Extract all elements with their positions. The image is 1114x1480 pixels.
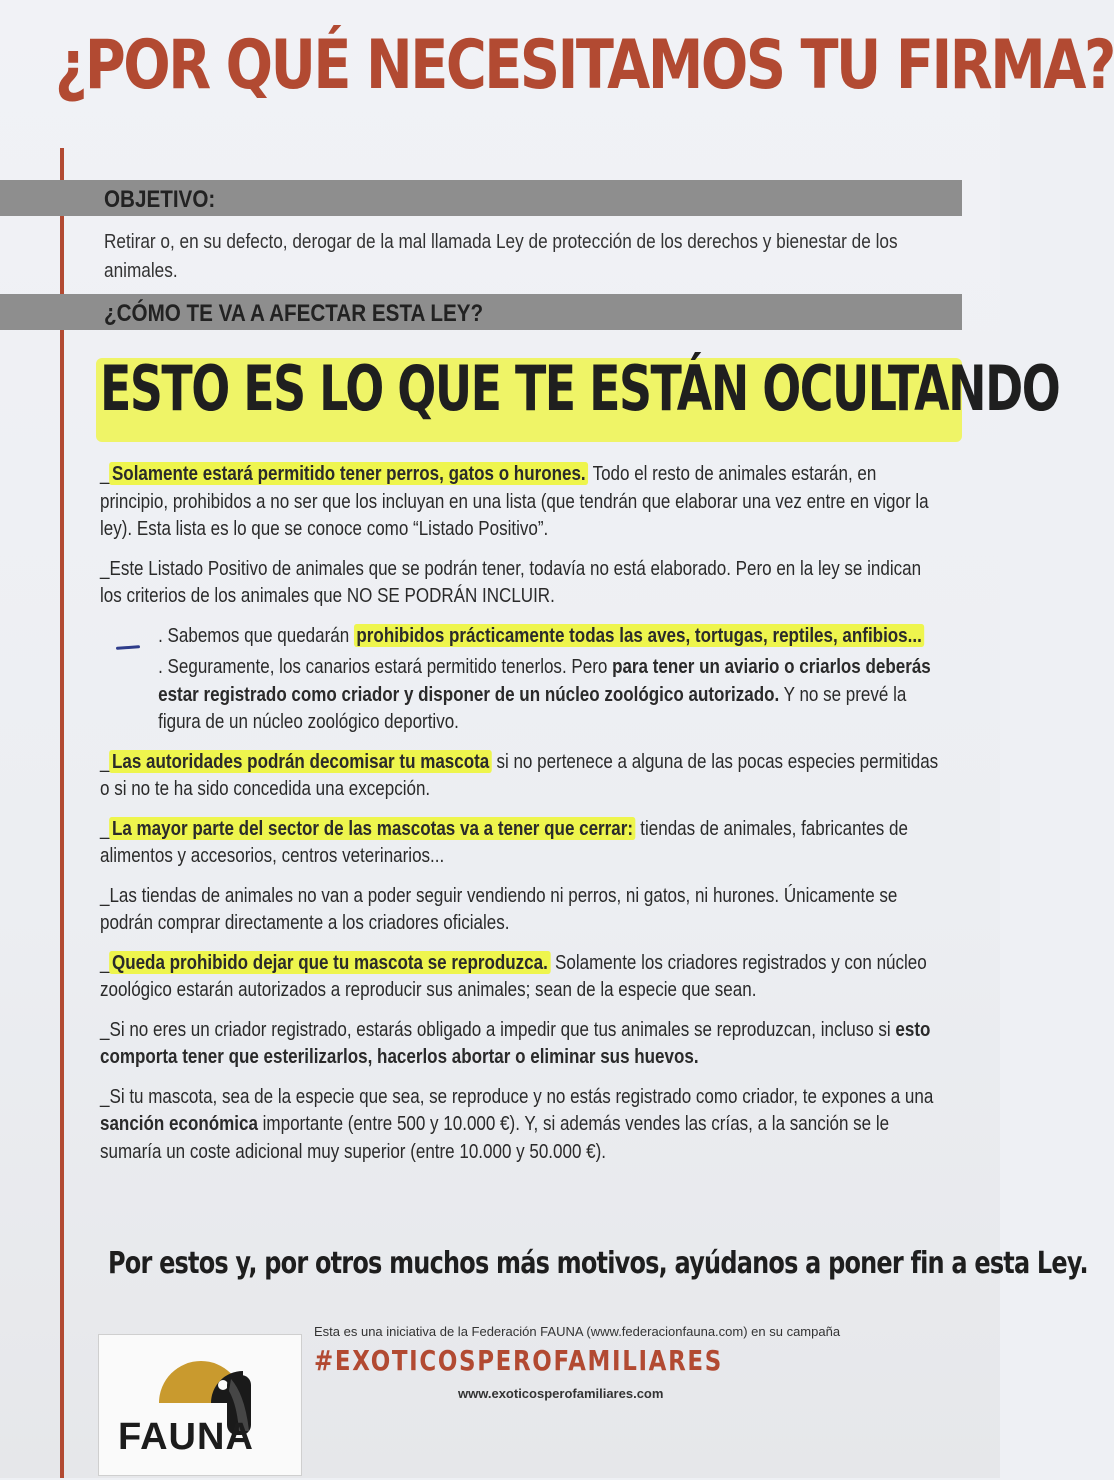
point-6: _ La mayor parte del sector de las mascotas va a tener que cerrar: tiendas de animales, fabricantes de alimentos y accesorios, centros veterinarios...	[100, 816, 908, 867]
initiative-text: Esta es una iniciativa de la Federación FAUNA (www.federacionfauna.com) en su campaña	[314, 1324, 841, 1339]
bold-text: esto comporta tener que esterilizarlos, hacerlos abortar o eliminar sus huevos.	[100, 1017, 931, 1068]
point-2: _Este Listado Positivo de animales que se podrán tener, todavía no está elaborado. Pero en la ley se indican los criterios de los animales que NO SE PODRÁN INCLUIR.	[100, 556, 922, 607]
point-text: Si no eres un criador registrado, estarás obligado a impedir que tus animales se reproduzcan, incluso si	[109, 1017, 896, 1041]
highlight: Solamente estará permitido tener perros, gatos o hurones.	[109, 462, 588, 485]
point-4	[100, 653, 938, 736]
point-text: tiendas de animales, fabricantes de alimentos y accesorios, centros veterinarios...	[100, 816, 908, 867]
points-list	[100, 460, 938, 1177]
bold-text: para tener un aviario o criarlos deberás estar registrado como criador y disponer de un núcleo zoológico autorizado.	[158, 655, 931, 706]
affect-label: ¿CÓMO TE VA A AFECTAR ESTA LEY?	[104, 300, 484, 327]
hidden-heading: ESTO ES LO QUE TE ESTÁN OCULTANDO	[100, 352, 1060, 425]
point-text: Si tu mascota, sea de la especie que sea, se reproduce y no estás registrado como criador, te expones a una	[109, 1084, 934, 1108]
highlight: Las autoridades podrán decomisar tu mascota	[109, 750, 491, 773]
point-1: _ Solamente estará permitido tener perros, gatos o hurones. Todo el resto de animales estarán, en principio, prohibidos a no ser que los incluyan en una lista (que tendrán que elaborar una vez entre en vigor la ley). Esta lista es lo que se conoce como “Listado Positivo”.	[100, 462, 929, 540]
point-10: _Si tu mascota, sea de la especie que sea, se reproduce y no estás registrado como criador, te expones a una sanción económica importante (entre 500 y 10.000 €). Y, si además vendes las crías, a la sanción se le sumaría un coste adicional muy superior (entre 10.000 y 50.000 €).	[100, 1084, 934, 1163]
objective-text: Retirar o, en su defecto, derogar de la mal llamada Ley de protección de los derechos y bienestar de los animales.	[104, 231, 898, 282]
highlight: Queda prohibido dejar que tu mascota se reproduzca.	[109, 951, 550, 974]
page-title: ¿POR QUÉ NECESITAMOS TU FIRMA?	[55, 26, 1114, 105]
point-text: . Sabemos que quedarán	[158, 623, 354, 647]
highlight: prohibidos prácticamente todas las aves, tortugas, reptiles, anfibios...	[354, 624, 924, 647]
point-8: _ Queda prohibido dejar que tu mascota se reproduzca. Solamente los criadores registrados y con núcleo zoológico estarán autorizados a reproducir sus animales; sean de la especie que sean.	[100, 950, 927, 1001]
point-text: Todo el resto de animales estarán, en principio, prohibidos a no ser que los incluyan en una lista (que tendrán que elaborar una vez entre en vigor la ley). Esta lista es lo que se conoce como “Listado Positivo”.	[100, 462, 929, 540]
campaign-website: www.exoticosperofamiliares.com	[458, 1386, 664, 1401]
campaign-hashtag: #EXOTICOSPEROFAMILIARES	[314, 1344, 723, 1377]
point-text: Este Listado Positivo de animales que se podrán tener, todavía no está elaborado. Pero en la ley se indican los criterios de los animales que NO SE PODRÁN INCLUIR.	[100, 556, 922, 607]
point-text: Y no se prevé la figura de un núcleo zoológico deportivo.	[158, 682, 907, 733]
left-accent-line	[60, 148, 64, 1478]
point-5: _ Las autoridades podrán decomisar tu mascota si no pertenece a alguna de las pocas especies permitidas o si no te ha sido concedida una excepción.	[100, 749, 939, 800]
point-7: _Las tiendas de animales no van a poder seguir vendiendo ni perros, ni gatos, ni hurones. Únicamente se podrán comprar directamente a los criadores oficiales.	[100, 883, 898, 934]
highlight: La mayor parte del sector de las mascotas va a tener que cerrar:	[109, 817, 635, 840]
bold-text: sanción económica	[100, 1112, 258, 1135]
point-text: Solamente los criadores registrados y con núcleo zoológico estarán autorizados a reproducir sus animales; sean de la especie que sean.	[100, 950, 927, 1001]
closing-statement: Por estos y, por otros muchos más motivos, ayúdanos a poner fin a esta Ley.	[108, 1246, 1088, 1281]
point-text: . Seguramente, los canarios estará permitido tenerlos. Pero	[158, 655, 613, 678]
fauna-logo-text: FAUNA	[118, 1416, 254, 1458]
point-text: si no pertenece a alguna de las pocas especies permitidas o si no te ha sido concedida una excepción.	[100, 749, 939, 800]
point-3	[100, 622, 938, 650]
point-text: Las tiendas de animales no van a poder seguir vendiendo ni perros, ni gatos, ni hurones. Únicamente se podrán comprar directamente a los criadores oficiales.	[100, 883, 898, 934]
objective-label: OBJETIVO:	[104, 186, 216, 213]
point-9: _Si no eres un criador registrado, estarás obligado a impedir que tus animales se reproduzcan, incluso si esto comporta tener que esterilizarlos, hacerlos abortar o eliminar sus huevos.	[100, 1017, 931, 1068]
point-text: importante (entre 500 y 10.000 €). Y, si además vendes las crías, a la sanción se le sumaría un coste adicional muy superior (entre 10.000 y 50.000 €).	[100, 1112, 890, 1163]
